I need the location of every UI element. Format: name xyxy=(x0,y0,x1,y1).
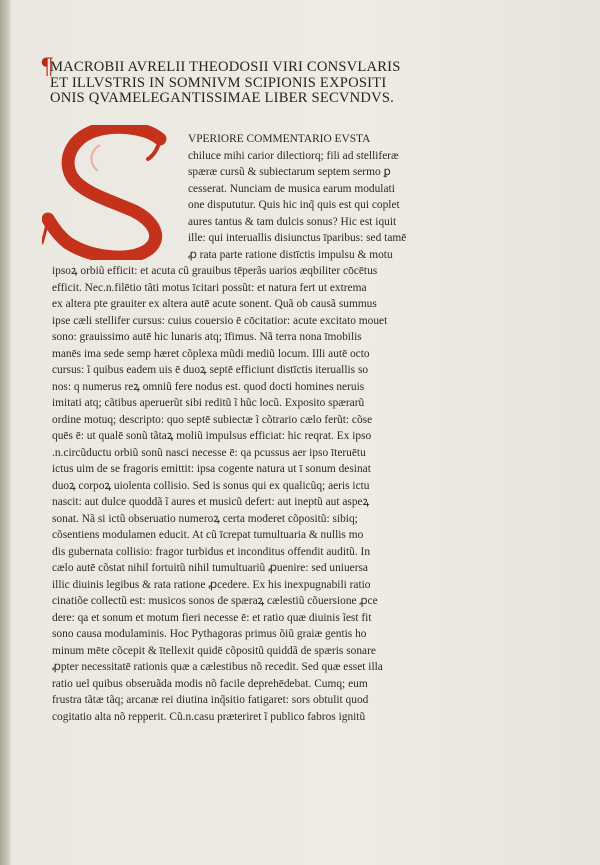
text-line: ratio uel quibus obseruãda modis nõ facile deprehēdebat. Cumq; eum xyxy=(52,677,368,690)
text-line: ꝓpter necessitatē rationis quæ a cælestibus nõ recedit. Sed quæ esset illa xyxy=(52,661,383,673)
heading-line: MACROBII AVRELII THEODOSII VIRI CONSVLARIS xyxy=(50,59,401,75)
text-line: cogitatio alta nõ repperit. Cũ.n.casu præteriret ĩ publico fabros ignitũ xyxy=(52,710,366,723)
text-line: ꝓ rata parte ratione distīctis impulsu & motu xyxy=(188,248,393,261)
text-line: cinatiõe collectũ est: musicos sonos de spæraꝝ cælestiũ cõuersione ꝓce xyxy=(52,595,378,607)
text-line: illic diuinis legibus & rata ratione ꝓcedere. Ex his inexpugnabili ratio xyxy=(52,578,371,591)
page-binding-edge xyxy=(0,0,10,865)
text-line: chiluce mihi carior dilectiorq; fili ad stelliferæ xyxy=(188,149,399,162)
text-line: ex altera pte grauiter ex altera autē acute sonent. Quã ob causã summus xyxy=(52,298,377,310)
text-line: .n.circũductu orbiũ sonũ nasci necesse ē: qa pcussus aer ipso īteruētu xyxy=(52,446,366,459)
body-text xyxy=(52,131,452,725)
text-line: sono causa modulaminis. Hoc Pythagoras primus õiũ graiæ gentis ho xyxy=(52,628,367,640)
heading xyxy=(50,60,490,107)
text-line: cursus: ĩ quibus eadem uis ē duoꝝ septē efficiunt distīctis iteruallis so xyxy=(52,364,369,376)
text-line: frustra tãtæ tãq; arcanæ rei diutina inq̃sitio fatigaret: sors obtulit quod xyxy=(52,694,369,706)
text-line: VPERIORE COMMENTARIO EVSTA xyxy=(188,133,371,145)
text-line: ipsoꝝ orbiũ efficit: et acuta cũ grauibus tēperãs uarios æqbiliter cōcētus xyxy=(52,265,378,277)
paragraph-mark-icon: ¶ xyxy=(40,55,54,80)
text-line: minum mēte cõcepit & ītellexit quidē cõpositũ quiddã de spæris sonare xyxy=(52,644,376,657)
text-line: cõsentiens modulamen educit. At cũ īcrepat tumultuaria & nullis mo xyxy=(52,529,364,541)
text-line: quēs ē: ut qualē sonũ tãtaꝝ moliũ impulsus efficiat: hic reqrat. Ex ipso xyxy=(52,430,372,442)
text-line: ordine motuq; descripto: quo septē subiectæ ĩ cõtrario cælo ferũt: cõse xyxy=(52,413,373,426)
text-line: dis gubernata collisio: fragor turbidus et inconditus offendit auditũ. In xyxy=(52,545,371,558)
text-line: aures tantus & tam dulcis sonus? Hic est iquit xyxy=(188,215,397,228)
text-line: one dispututur. Quis hic inq̃ quis est qui coplet xyxy=(188,199,400,211)
text-line: dere: qa et sonum et motum fieri necesse ē: et ratio quæ diuinis ĩest fit xyxy=(52,611,372,624)
text-line: cesserat. Nunciam de musica earum modulati xyxy=(188,182,395,195)
text-line: ictus uim de se fragoris emittit: ipsa cogente natura ut ī sonum desinat xyxy=(52,463,371,475)
text-line: duoꝝ corpoꝝ uiolenta collisio. Sed is sonus qui ex qualicũq; aeris ictu xyxy=(52,479,370,492)
text-line: manēs ima sede semp hæret cõplexa mũdi mediũ locum. Illi autē octo xyxy=(52,347,370,360)
text-line: ipse cæli stellifer cursus: cuius couersio ē cōcitatior: acute excitato mouet xyxy=(52,314,388,327)
text-line: sono: grauissimo autē hic lunaris atq; īfimus. Nã terra nona īmobilis xyxy=(52,331,362,343)
text-line: sonat. Nã si ictũ obseruatio numeroꝝ certa moderet cõpositũ: sibiq; xyxy=(52,512,358,525)
text-line: cælo autē cõstat nihil fortuitũ nihil tumultuariũ ꝓuenire: sed uniuersa xyxy=(52,562,368,574)
text-line: ille: qui interuallis disiunctus īparibus: sed tamē xyxy=(188,232,407,244)
text-line: nascit: aut dulce quoddã ĩ aures et musicũ defert: aut ineptũ aut aspeꝝ xyxy=(52,496,370,508)
text-line: nos: q numerus reꝝ omniũ fere nodus est. quod docti homines neruis xyxy=(52,380,365,393)
text-line: efficit. Nec.n.filētio tãti motus īcitari possũt: et natura fert ut extrema xyxy=(52,281,367,294)
text-line: spæræ cursũ & subiectarum septem sermo ꝑ xyxy=(188,166,391,178)
heading-line: ONIS QVAMELEGANTISSIMAE LIBER SECVNDVS. xyxy=(50,90,395,106)
text-line: imitati atq; cãtibus aperuerũt sibi reditũ ĩ hũc locũ. Exposito spærarũ xyxy=(52,397,365,409)
heading-line: ET ILLVSTRIS IN SOMNIVM SCIPIONIS EXPOSITI xyxy=(50,74,387,91)
